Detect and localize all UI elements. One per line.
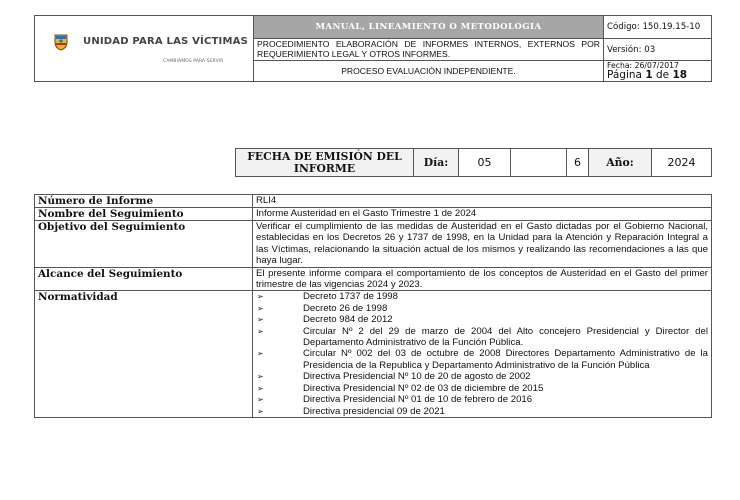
list-item: ➢ Decreto 1737 de 1998 (256, 291, 708, 302)
regulations-cell (253, 291, 712, 417)
followup-scope-label: Alcance del Seguimiento (35, 267, 253, 291)
coat-of-arms-icon (53, 33, 69, 51)
document-code: Código: 150.19.15-10 (604, 16, 712, 39)
date-page-cell (604, 61, 712, 82)
month-blank-cell (511, 149, 567, 177)
table-row (35, 221, 712, 268)
followup-scope-value: El presente informe compara el comportamiento de los conceptos de Austeridad en el Gasto del primer trimestre de las vigencias 2024 y 2023. (253, 267, 712, 291)
logo-block (35, 16, 254, 82)
followup-objective-value: Verificar el cumplimiento de las medidas de Austeridad en el Gasto dictadas por el Gobierno Nacional, establecidas en los Decretos 26 y 1737 de 1998, en la Unidad para la Atención y Reparación Integral a las Víctimas, relacionando la situación actual de los mismos y realizando las recomendaciones a las que haya lugar. (253, 221, 712, 268)
year-label: Año: (589, 149, 652, 177)
procedure-name: PROCEDIMIENTO ELABORACIÓN DE INFORMES INTERNOS, EXTERNOS POR REQUERIMIENTO LEGAL Y OTROS INFORMES. (254, 39, 604, 61)
followup-name-value: Informe Austeridad en el Gasto Trimestre 1 de 2024 (253, 208, 712, 221)
day-label: Día: (414, 149, 459, 177)
day-value: 05 (459, 149, 511, 177)
table-row (35, 267, 712, 291)
list-item: ➢ Directiva presidencial 09 de 2021 (256, 406, 708, 417)
document-date: Fecha: 26/07/2017 (607, 61, 679, 70)
table-row (35, 195, 712, 208)
regulations-label: Normatividad (35, 291, 253, 417)
document-header (34, 15, 712, 82)
list-item: ➢ Circular Nº 2 del 29 de marzo de 2004 del Alto concejero Presidencial y Director del Departamento Administrativo de la Función Pública. (256, 326, 708, 349)
list-item: ➢ Decreto 26 de 1998 (256, 303, 708, 314)
organization-tagline: CAMBIAMOS PARA SERVIR (163, 59, 224, 64)
page-indicator: Página 1 de 18 (607, 69, 688, 81)
year-value: 2024 (652, 149, 712, 177)
report-number-value: RLI4 (253, 195, 712, 208)
list-item: ➢ Directiva Presidencial Nº 10 de 20 de agosto de 2002 (256, 371, 708, 382)
table-row (35, 291, 712, 417)
emission-date-label: FECHA DE EMISIÓN DEL INFORME (236, 149, 414, 177)
report-number-label: Número de Informe (35, 195, 253, 208)
process-name: PROCESO EVALUACIÒN INDEPENDIENTE. (254, 61, 604, 82)
regulations-list (256, 291, 708, 416)
organization-name: UNIDAD PARA LAS VÍCTIMAS (83, 36, 248, 47)
report-info-table (34, 194, 712, 418)
table-row (35, 208, 712, 221)
list-item: ➢ Directiva Presidencial Nº 02 de 03 de diciembre de 2015 (256, 383, 708, 394)
followup-objective-label: Objetivo del Seguimiento (35, 221, 253, 268)
list-item: ➢ Directiva Presidencial Nº 01 de 10 de febrero de 2016 (256, 394, 708, 405)
list-item: ➢ Decreto 984 de 2012 (256, 314, 708, 325)
month-value: 6 (567, 149, 589, 177)
document-type-banner: MANUAL, LINEAMIENTO O METODOLOGIA (254, 16, 604, 39)
followup-name-label: Nombre del Seguimiento (35, 208, 253, 221)
list-item: ➢ Circular Nº 002 del 03 de octubre de 2008 Directores Departamento Administrativo de la Presidencia de la Republica y Departamento Administrativo de la Función Pública (256, 348, 708, 371)
document-version: Versión: 03 (604, 39, 712, 61)
emission-date-table (235, 148, 712, 177)
